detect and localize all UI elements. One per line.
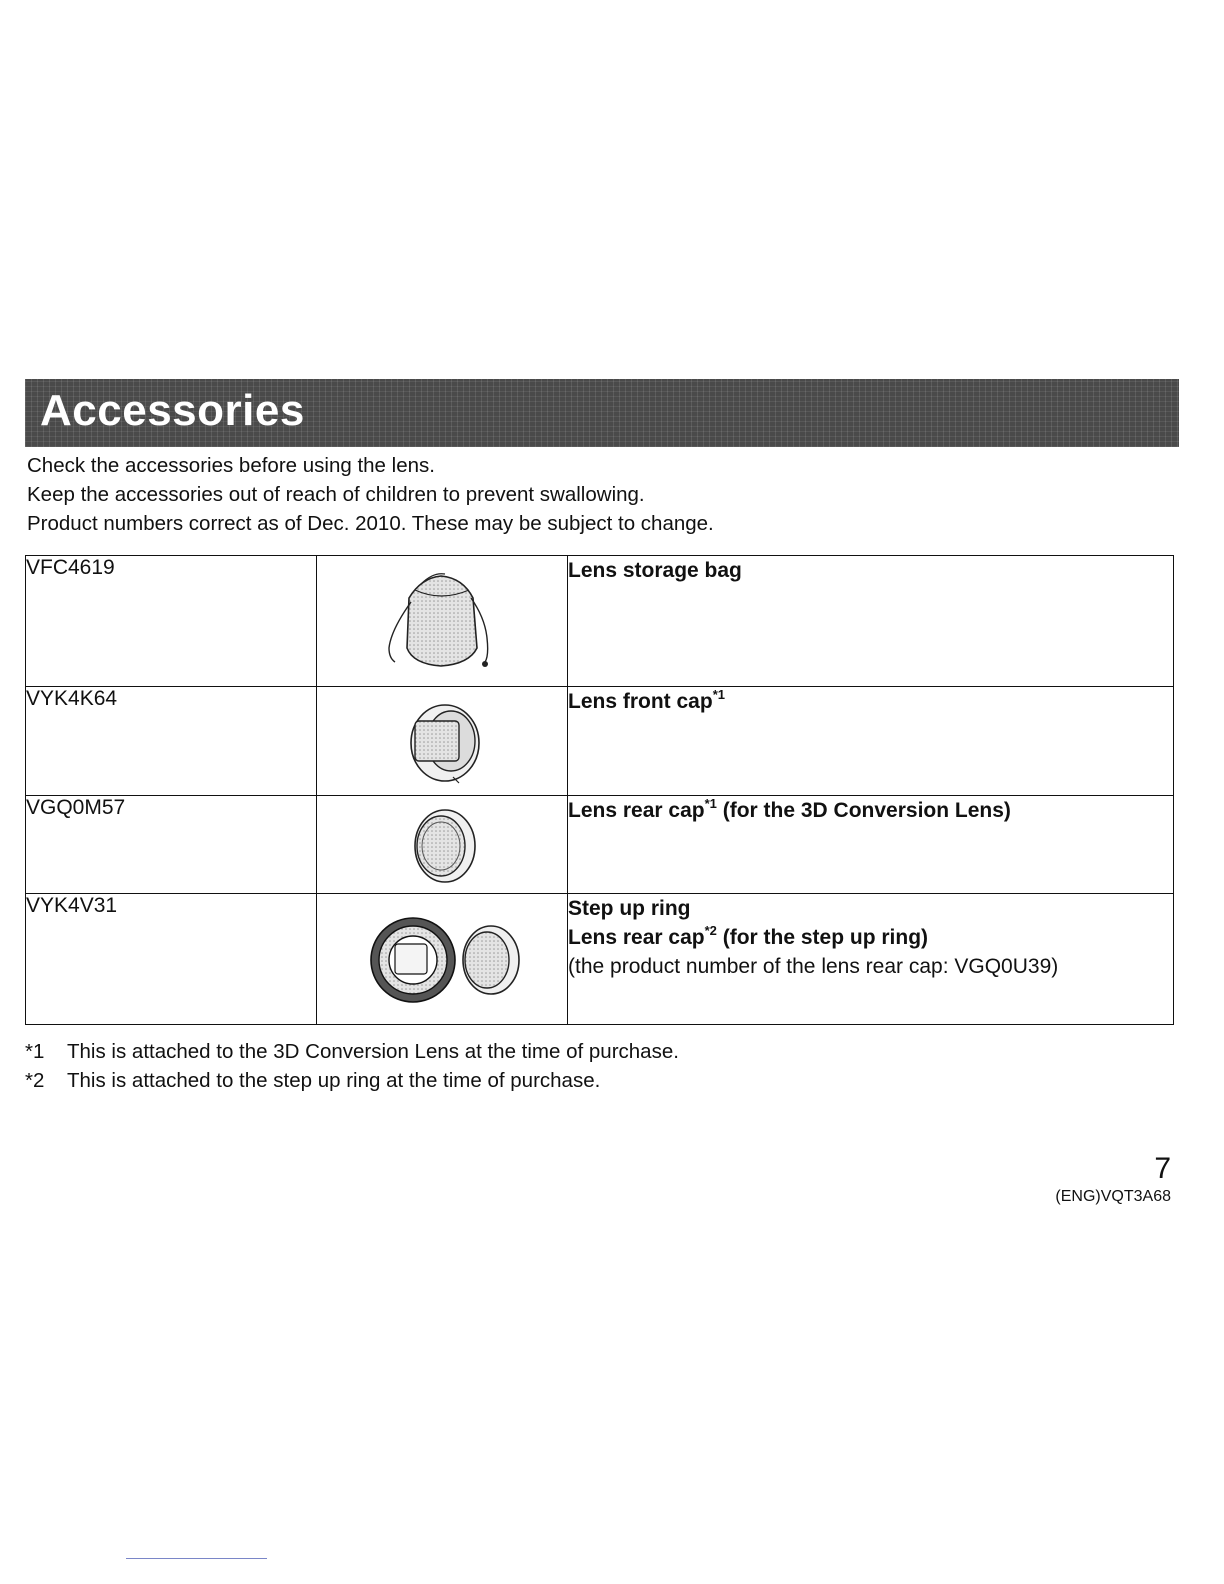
lens-rear-cap-icon [407, 806, 479, 886]
intro-line: Check the accessories before using the lens. [27, 454, 435, 477]
table-row [26, 796, 1174, 894]
product-name: Lens front cap$^{*1}$ [568, 687, 725, 713]
product-image [317, 894, 568, 1025]
product-name: Lens storage bag [568, 559, 742, 582]
product-description [568, 687, 1174, 796]
page-number: 7 [1154, 1152, 1171, 1185]
intro-line: Keep the accessories out of reach of children to prevent swallowing. [27, 483, 645, 506]
table-row [26, 687, 1174, 796]
product-name-2: Lens rear cap$^{*2}$ (for the step up ring) [568, 923, 929, 949]
lens-front-cap-icon [403, 697, 485, 785]
step-up-ring-icon [365, 908, 525, 1008]
product-image [317, 556, 568, 687]
footnote-ref: *1 [704, 796, 717, 811]
footnote: *1 This is attached to the 3D Conversion Lens at the time of purchase. [25, 1040, 679, 1063]
product-description [568, 894, 1174, 1025]
accessories-table [25, 555, 1174, 1025]
table-row [26, 556, 1174, 687]
product-name: Lens rear cap$^{*1}$ (for the 3D Conversion Lens) [568, 796, 1011, 822]
product-detail: (the product number of the lens rear cap: VGQ0U39) [568, 955, 1059, 978]
product-image [317, 796, 568, 894]
model-code: (ENG)VQT3A68 [1055, 1188, 1171, 1205]
product-code: VYK4V31 [26, 894, 317, 1025]
product-description [568, 796, 1174, 894]
product-code: VYK4K64 [26, 687, 317, 796]
product-code: VGQ0M57 [26, 796, 317, 894]
divider [126, 1558, 267, 1559]
product-image [317, 687, 568, 796]
lens-storage-bag-icon [381, 568, 499, 672]
footnote-ref: *1 [712, 687, 725, 702]
intro-line: Product numbers correct as of Dec. 2010. These may be subject to change. [27, 512, 714, 535]
table-row [26, 894, 1174, 1025]
page-title: Accessories [40, 386, 305, 435]
product-description [568, 556, 1174, 687]
product-name: Step up ring [568, 897, 691, 920]
footnote-ref: *2 [704, 923, 717, 938]
product-code: VFC4619 [26, 556, 317, 687]
footnote: *2 This is attached to the step up ring at the time of purchase. [25, 1069, 601, 1092]
